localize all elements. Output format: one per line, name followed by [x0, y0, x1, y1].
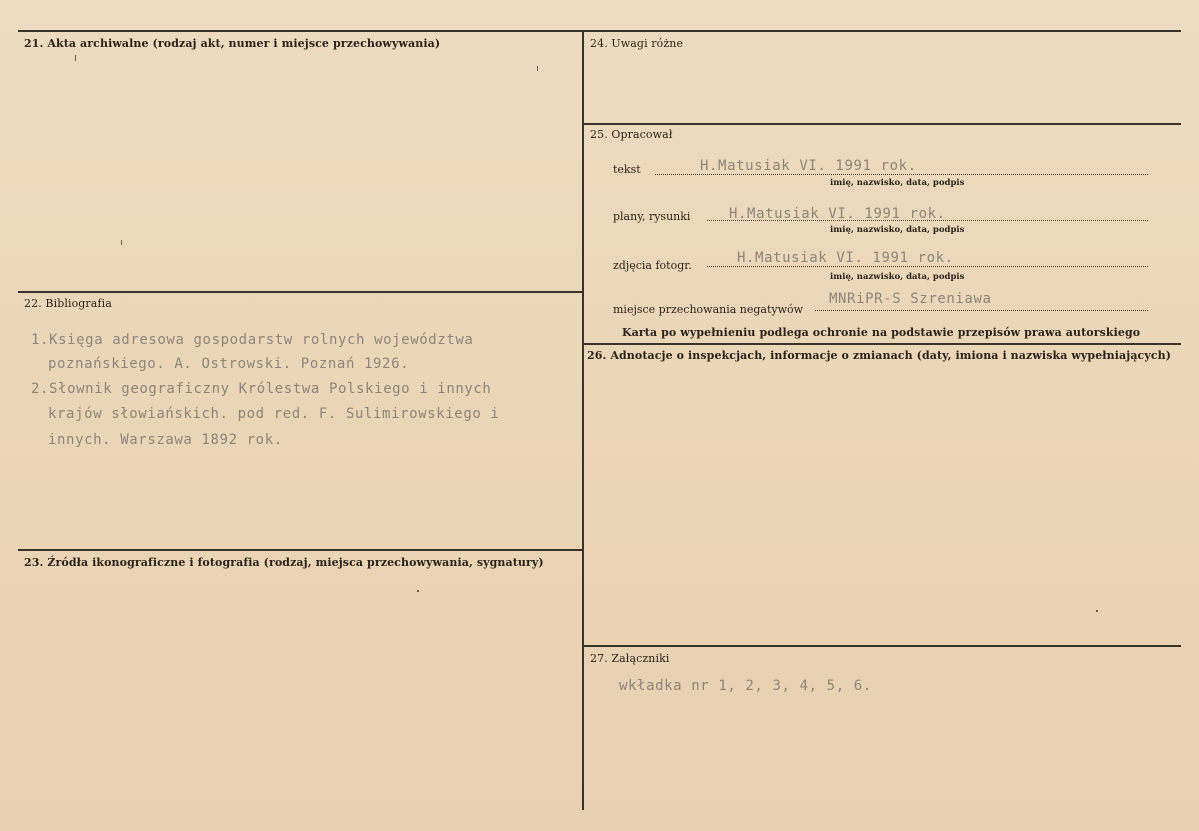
- bibliography-line-2: poznańskiego. A. Ostrowski. Poznań 1926.: [48, 356, 410, 372]
- zdjecia-line: [707, 266, 1148, 267]
- plany-value: H.Matusiak VI. 1991 rok.: [729, 206, 946, 222]
- attachments-value: wkładka nr 1, 2, 3, 4, 5, 6.: [619, 678, 872, 694]
- bibliography-line-1: 1.Księga adresowa gospodarstw rolnych województwa: [31, 332, 474, 348]
- zdjecia-label: zdjęcia fotogr.: [613, 259, 692, 272]
- plany-caption: imię, nazwisko, data, podpis: [830, 225, 965, 235]
- plany-label: plany, rysunki: [613, 210, 691, 223]
- tekst-caption: imię, nazwisko, data, podpis: [830, 178, 965, 188]
- divider-21-22: [18, 291, 582, 293]
- section-26-label: 26. Adnotacje o inspekcjach, informacje o zmianach (daty, imiona i nazwiska wypełniających): [587, 349, 1172, 362]
- bibliography-line-3: 2.Słownik geograficzny Królestwa Polskiego i innych: [31, 381, 492, 397]
- top-border: [18, 30, 1181, 32]
- paper-speck: [75, 55, 76, 61]
- divider-22-23: [18, 549, 582, 551]
- bibliography-line-4: krajów słowiańskich. pod red. F. Sulimirowskiego i: [48, 406, 500, 422]
- paper-speck: [417, 590, 419, 592]
- center-divider: [582, 30, 584, 810]
- tekst-value: H.Matusiak VI. 1991 rok.: [700, 158, 917, 174]
- section-21-label: 21. Akta archiwalne (rodzaj akt, numer i miejsce przechowywania): [24, 37, 441, 50]
- paper-speck: [1096, 610, 1098, 612]
- bibliography-line-5: innych. Warszawa 1892 rok.: [48, 432, 283, 448]
- miejsce-label: miejsce przechowania negatywów: [613, 303, 804, 316]
- tekst-label: tekst: [613, 163, 641, 176]
- zdjecia-caption: imię, nazwisko, data, podpis: [830, 272, 965, 282]
- divider-25-26: [584, 343, 1181, 345]
- section-24-label: 24. Uwagi różne: [590, 37, 684, 50]
- section-27-label: 27. Załączniki: [590, 652, 670, 665]
- miejsce-value: MNRiPR-S Szreniawa: [829, 291, 992, 307]
- section-22-label: 22. Bibliografia: [24, 297, 112, 310]
- divider-26-27: [584, 645, 1181, 647]
- miejsce-line: [815, 310, 1148, 311]
- section-25-label: 25. Opracował: [590, 128, 673, 141]
- paper-speck: [537, 66, 538, 71]
- divider-24-25: [584, 123, 1181, 125]
- copyright-note: Karta po wypełnieniu podlega ochronie na podstawie przepisów prawa autorskiego: [622, 326, 1141, 339]
- tekst-line: [655, 174, 1148, 175]
- zdjecia-value: H.Matusiak VI. 1991 rok.: [737, 250, 954, 266]
- paper-speck: [121, 240, 122, 245]
- section-23-label: 23. Źródła ikonograficzne i fotografia (rodzaj, miejsca przechowywania, sygnatury): [24, 556, 544, 569]
